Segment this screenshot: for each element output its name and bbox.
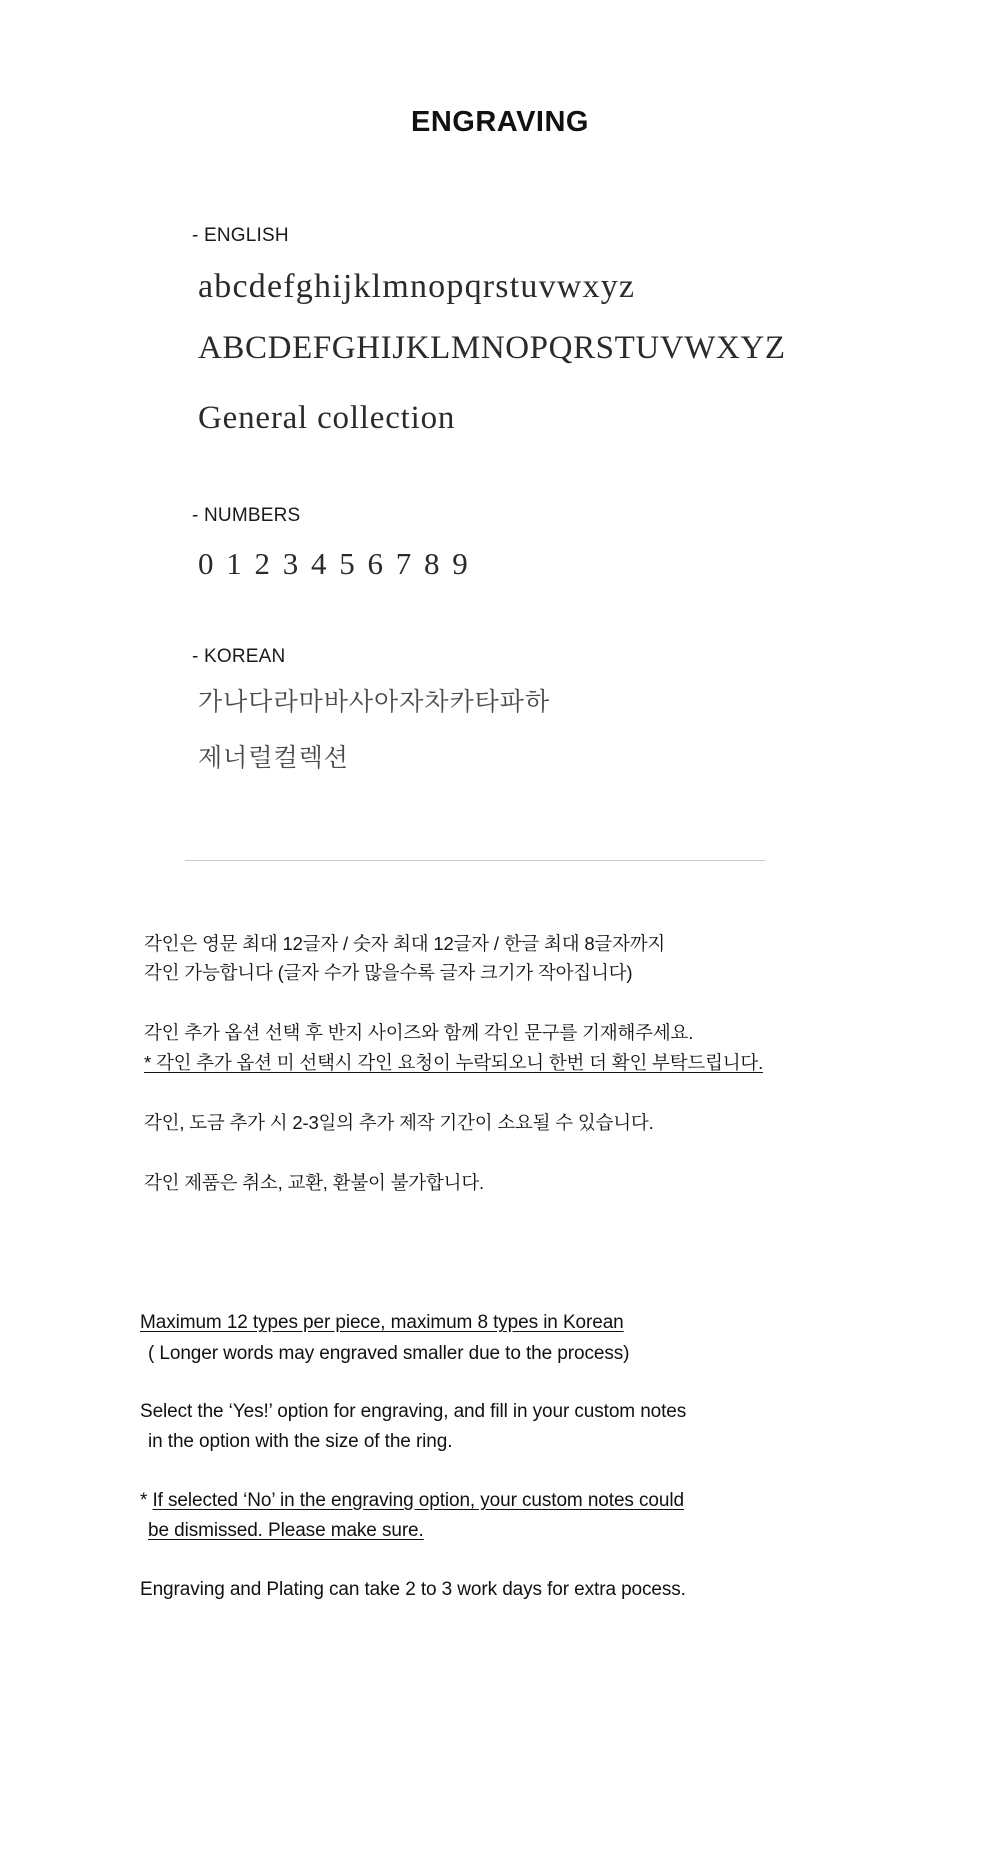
- korean-notes-section: [0, 929, 1000, 1199]
- english-sample-group: [192, 225, 1000, 443]
- en-note-paragraph-4: [140, 1575, 1000, 1725]
- en-note-3-asterisk: *: [140, 1489, 153, 1511]
- kr-note-3-line-1: 각인, 도금 추가 시 2-3일의 추가 제작 기간이 소요될 수 있습니다.: [144, 1112, 654, 1134]
- section-divider: [185, 860, 765, 861]
- en-note-2-line-2: in the option with the size of the ring.: [148, 1431, 453, 1453]
- kr-note-1-line-1: 각인은 영문 최대 12글자 / 숫자 최대 12글자 / 한글 최대 8글자까지: [144, 932, 666, 954]
- english-phrase-sample: General collection: [198, 399, 456, 436]
- kr-note-paragraph-2: [144, 1018, 1000, 1078]
- english-uppercase-sample: ABCDEFGHIJKLMNOPQRSTUVWXYZ: [198, 330, 786, 366]
- korean-syllables-sample: 가나다라마바사아자차카타파하: [198, 687, 551, 716]
- english-notes-section: [0, 1308, 1000, 1725]
- korean-sample-group: [192, 646, 1000, 774]
- en-note-3-line-2: [140, 1516, 1000, 1546]
- en-note-paragraph-2: [140, 1397, 1000, 1458]
- kr-note-paragraph-4: [144, 1168, 1000, 1198]
- en-note-1-line-1: Maximum 12 types per piece, maximum 8 types in Korean: [140, 1312, 624, 1334]
- kr-note-paragraph-3: [144, 1108, 1000, 1138]
- en-note-3-text: If selected ‘No’ in the engraving option, your custom notes could: [152, 1489, 684, 1511]
- kr-note-paragraph-1: [144, 929, 1000, 989]
- kr-note-4-line-1: 각인 제품은 취소, 교환, 환불이 불가합니다.: [144, 1172, 484, 1194]
- page-title: ENGRAVING: [411, 106, 589, 138]
- korean-label: - KOREAN: [192, 645, 286, 667]
- en-note-1-line-2: ( Longer words may engraved smaller due to the process): [148, 1342, 630, 1364]
- numbers-sample-group: [192, 505, 1000, 588]
- korean-phrase-sample: 제너럴컬렉션: [198, 743, 349, 772]
- numbers-sample: 0 1 2 3 4 5 6 7 8 9: [198, 546, 471, 581]
- kr-note-1-line-2: 각인 가능합니다 (글자 수가 많을수록 글자 크기가 작아집니다): [144, 962, 633, 984]
- en-note-paragraph-1: [140, 1308, 1000, 1369]
- english-label: - ENGLISH: [192, 225, 289, 246]
- en-note-2-line-1: Select the ‘Yes!’ option for engraving, and fill in your custom notes: [140, 1401, 687, 1423]
- kr-note-2-line-2: * 각인 추가 옵션 미 선택시 각인 요청이 누락되오니 한번 더 확인 부탁드립니다.: [144, 1052, 764, 1074]
- numbers-label: - NUMBERS: [192, 505, 301, 526]
- en-note-4-line-1: Engraving and Plating can take 2 to 3 work days for extra pocess.: [140, 1578, 686, 1600]
- en-note-3-text-2: be dismissed. Please make sure.: [148, 1520, 424, 1542]
- english-lowercase-sample: abcdefghijklmnopqrstuvwxyz: [198, 268, 636, 305]
- kr-note-2-line-1: 각인 추가 옵션 선택 후 반지 사이즈와 함께 각인 문구를 기재해주세요.: [144, 1022, 694, 1044]
- en-note-paragraph-3: [140, 1486, 1000, 1547]
- en-note-3-line-1: [140, 1486, 1000, 1516]
- font-samples-section: [0, 225, 1000, 774]
